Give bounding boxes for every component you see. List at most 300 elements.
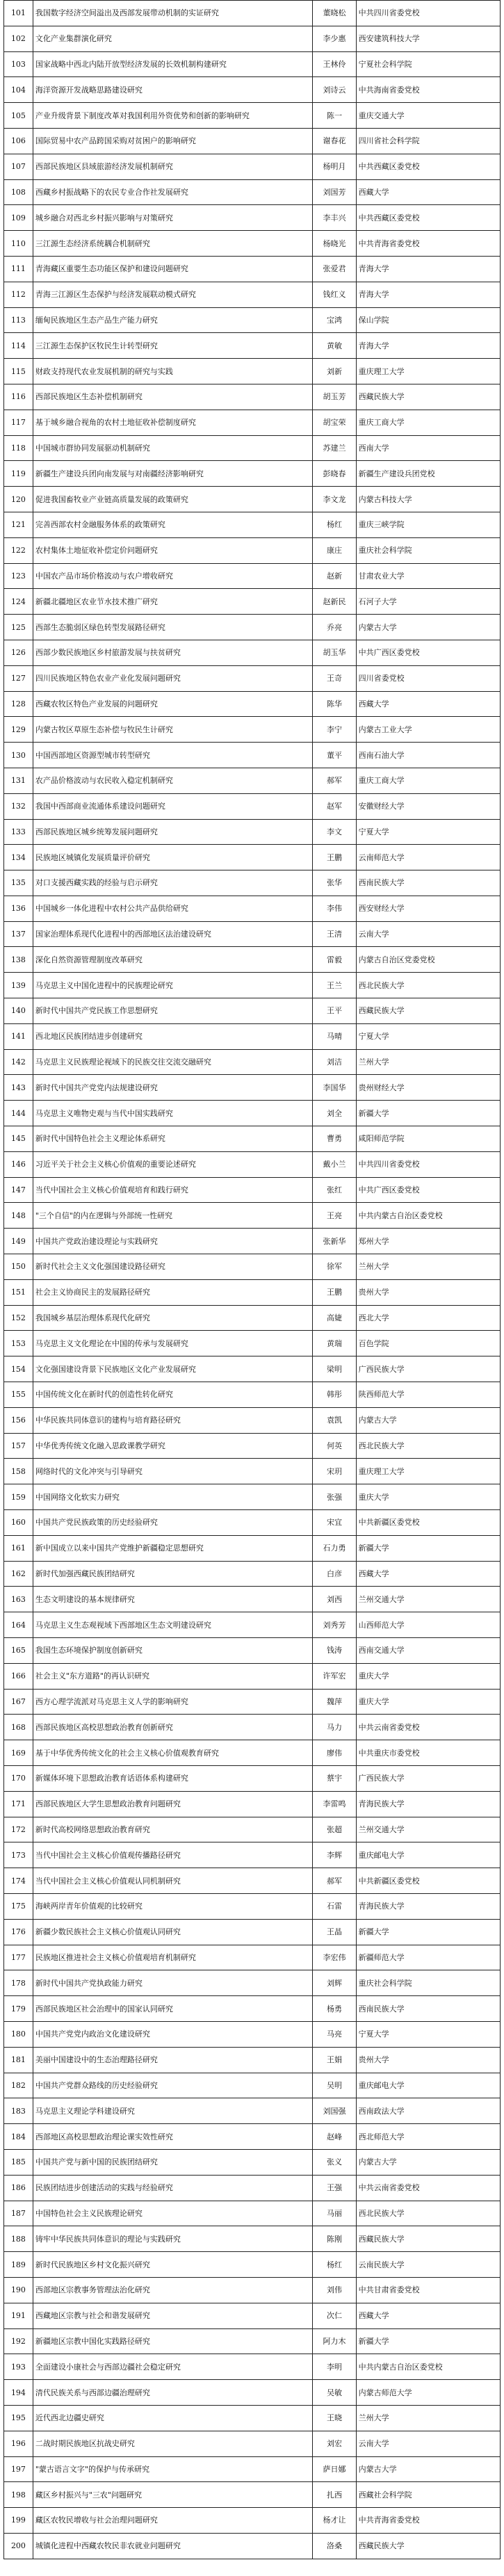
project-title: 中华民族共同体意识的建构与培育路径研究	[33, 1407, 312, 1433]
table-row	[4, 1229, 501, 1254]
row-number: 122	[4, 537, 33, 563]
institution: 云南师范大学	[356, 845, 500, 870]
row-number: 199	[4, 2508, 33, 2534]
project-title: 基于中华优秀传统文化的社会主义核心价值观教育研究	[33, 1740, 312, 1766]
institution: 内蒙古大学	[356, 2149, 500, 2175]
principal-investigator: 王晶	[313, 1919, 356, 1945]
row-number: 163	[4, 1587, 33, 1612]
project-title: 促进我国畜牧业产业链高质量发展的政策研究	[33, 487, 312, 512]
principal-investigator: 李伟	[313, 896, 356, 921]
institution: 四川省社会科学院	[356, 128, 500, 154]
table-row	[4, 1791, 501, 1817]
project-title: 中国农产品市场价格波动与农户增收研究	[33, 563, 312, 589]
table-row	[4, 896, 501, 921]
institution: 甘肃农业大学	[356, 563, 500, 589]
project-title: 新中国成立以来中国共产党维护新疆稳定思想研究	[33, 1535, 312, 1561]
principal-investigator: 阿力木	[313, 2328, 356, 2354]
row-number: 196	[4, 2431, 33, 2456]
institution: 中共云南省委党校	[356, 2175, 500, 2201]
row-number: 145	[4, 1126, 33, 1152]
institution: 新疆大学	[356, 1101, 500, 1126]
row-number: 103	[4, 51, 33, 77]
table-row	[4, 589, 501, 615]
project-title: 城乡融合对西北乡村振兴影响与对策研究	[33, 205, 312, 231]
institution: 咸阳师范学院	[356, 1126, 500, 1152]
table-row	[4, 2252, 501, 2278]
table-row	[4, 819, 501, 845]
institution: 宁夏社会科学院	[356, 51, 500, 77]
institution: 内蒙古大学	[356, 615, 500, 640]
principal-investigator: 张义	[313, 2149, 356, 2175]
institution: 西藏民族大学	[356, 384, 500, 410]
project-title: 新时代社会主义文化强国建设路径研究	[33, 1254, 312, 1280]
table-row	[4, 1765, 501, 1791]
row-number: 128	[4, 691, 33, 717]
institution: 重庆三峡学院	[356, 512, 500, 537]
project-title: 西部地区高校思想政治理论课实效性研究	[33, 2124, 312, 2150]
principal-investigator: 张超	[313, 1817, 356, 1842]
table-row	[4, 512, 501, 537]
project-title: 马克思主义民族理论视域下的民族交往交流交融研究	[33, 1049, 312, 1075]
table-row	[4, 1842, 501, 1868]
principal-investigator: 何英	[313, 1433, 356, 1459]
row-number: 120	[4, 487, 33, 512]
table-row	[4, 1049, 501, 1075]
institution: 中共青海省委党校	[356, 2508, 500, 2534]
principal-investigator: 郝军	[313, 1868, 356, 1894]
row-number: 177	[4, 1945, 33, 1970]
institution: 云南大学	[356, 921, 500, 947]
row-number: 197	[4, 2456, 33, 2482]
row-number: 161	[4, 1535, 33, 1561]
institution: 新疆大学	[356, 1535, 500, 1561]
institution: 重庆理工大学	[356, 1459, 500, 1484]
principal-investigator: 李雷鸣	[313, 1791, 356, 1817]
principal-investigator: 次仁	[313, 2303, 356, 2328]
principal-investigator: 李辉	[313, 1842, 356, 1868]
principal-investigator: 张爱君	[313, 256, 356, 282]
row-number: 157	[4, 1433, 33, 1459]
project-title: 中国城乡一体化进程中农村公共产品供给研究	[33, 896, 312, 921]
row-number: 173	[4, 1842, 33, 1868]
row-number: 105	[4, 103, 33, 129]
row-number: 172	[4, 1817, 33, 1842]
principal-investigator: 石雷	[313, 1893, 356, 1919]
project-title: 西部地区宗教事务管理法治化研究	[33, 2277, 312, 2303]
table-row	[4, 333, 501, 359]
row-number: 108	[4, 179, 33, 205]
project-title: 藏区乡村振兴与"三农"问题研究	[33, 2482, 312, 2508]
table-row	[4, 1126, 501, 1152]
principal-investigator: 袁凯	[313, 1407, 356, 1433]
institution: 宁夏大学	[356, 2021, 500, 2047]
row-number: 123	[4, 563, 33, 589]
table-row	[4, 154, 501, 179]
table-row	[4, 2533, 501, 2559]
principal-investigator: 曹勇	[313, 1126, 356, 1152]
row-number: 118	[4, 435, 33, 461]
project-title: 西部少数民族地区乡村旅游发展与扶贫研究	[33, 640, 312, 665]
principal-investigator: 刘洁	[313, 1049, 356, 1075]
project-title: 中国城市群协同发展驱动机制研究	[33, 435, 312, 461]
project-title: 美丽中国建设中的生态治理路径研究	[33, 2047, 312, 2073]
row-number: 132	[4, 793, 33, 819]
institution: 内蒙古科技大学	[356, 487, 500, 512]
project-title: 内蒙古牧区草原生态补偿与牧民生计研究	[33, 717, 312, 743]
principal-investigator: 乔亮	[313, 615, 356, 640]
project-title: 网络时代的文化冲突与引导研究	[33, 1459, 312, 1484]
project-title: 新时代中国共产党党内法规建设研究	[33, 1075, 312, 1101]
project-title: 新时代高校网络思想政治教育研究	[33, 1817, 312, 1842]
row-number: 140	[4, 998, 33, 1024]
row-number: 174	[4, 1868, 33, 1894]
principal-investigator: 徐军	[313, 1254, 356, 1280]
institution: 重庆工商大学	[356, 410, 500, 435]
project-title: 新时代民族地区乡村文化振兴研究	[33, 2252, 312, 2278]
row-number: 155	[4, 1382, 33, 1408]
table-row	[4, 410, 501, 435]
project-title: 中国共产党党内政治文化建设研究	[33, 2021, 312, 2047]
project-title: 四川民族地区特色农业产业化发展问题研究	[33, 665, 312, 691]
table-row	[4, 2303, 501, 2328]
principal-investigator: 胡宝荣	[313, 410, 356, 435]
row-number: 176	[4, 1919, 33, 1945]
table-row	[4, 1382, 501, 1408]
table-row	[4, 231, 501, 257]
table-row	[4, 2431, 501, 2456]
table-row	[4, 1535, 501, 1561]
table-row	[4, 1331, 501, 1356]
table-row	[4, 1433, 501, 1459]
table-row	[4, 1919, 501, 1945]
table-row	[4, 1254, 501, 1280]
row-number: 109	[4, 205, 33, 231]
institution: 青海大学	[356, 256, 500, 282]
principal-investigator: 杨才让	[313, 2508, 356, 2534]
table-row	[4, 1996, 501, 2022]
row-number: 162	[4, 1561, 33, 1587]
institution: 重庆社会科学院	[356, 537, 500, 563]
table-row	[4, 1817, 501, 1842]
project-title: 三江源生态保护区牧民生计转型研究	[33, 333, 312, 359]
institution: 青海大学	[356, 333, 500, 359]
row-number: 124	[4, 589, 33, 615]
principal-investigator: 刘宏	[313, 2431, 356, 2456]
principal-investigator: 郝军	[313, 768, 356, 793]
row-number: 129	[4, 717, 33, 743]
project-title: 缅甸民族地区生态产品生产能力研究	[33, 307, 312, 333]
row-number: 141	[4, 1023, 33, 1049]
row-number: 121	[4, 512, 33, 537]
project-title: 我国生态环境保护制度创新研究	[33, 1638, 312, 1664]
institution: 中共重庆市委党校	[356, 1740, 500, 1766]
row-number: 185	[4, 2149, 33, 2175]
project-title: 二战时期民族地区抗战史研究	[33, 2431, 312, 2456]
table-row	[4, 2175, 501, 2201]
institution: 新疆生产建设兵团党校	[356, 461, 500, 487]
row-number: 195	[4, 2405, 33, 2431]
institution: 保山学院	[356, 307, 500, 333]
project-title: 西部民族地区高校思想政治教育创新研究	[33, 1715, 312, 1740]
row-number: 106	[4, 128, 33, 154]
project-title: 马克思主义理论学科建设研究	[33, 2098, 312, 2124]
project-title: 民族团结进步创建活动的实践与经验研究	[33, 2175, 312, 2201]
table-row	[4, 2047, 501, 2073]
project-title: 清代民族关系与西部边疆治理研究	[33, 2380, 312, 2406]
institution: 郑州大学	[356, 1229, 500, 1254]
project-title: 铸牢中华民族共同体意识的理论与实践研究	[33, 2226, 312, 2252]
institution: 西藏大学	[356, 179, 500, 205]
row-number: 144	[4, 1101, 33, 1126]
principal-investigator: 王林伶	[313, 51, 356, 77]
project-title: 民族地区城镇化发展质量评价研究	[33, 845, 312, 870]
table-row	[4, 691, 501, 717]
table-row	[4, 51, 501, 77]
principal-investigator: 张红	[313, 1177, 356, 1203]
row-number: 178	[4, 1970, 33, 1996]
project-title: 文化强国建设背景下民族地区文化产业发展研究	[33, 1356, 312, 1382]
principal-investigator: 谢春花	[313, 128, 356, 154]
row-number: 114	[4, 333, 33, 359]
principal-investigator: 黄敏	[313, 333, 356, 359]
project-title: 民族地区推进社会主义核心价值观培育机制研究	[33, 1945, 312, 1970]
institution: 中共海南省委党校	[356, 77, 500, 103]
institution: 云南大学	[356, 2431, 500, 2456]
row-number: 171	[4, 1791, 33, 1817]
table-row	[4, 2354, 501, 2380]
institution: 西藏民族大学	[356, 998, 500, 1024]
project-title: 西北地区民族团结进步创建研究	[33, 1023, 312, 1049]
institution: 中共四川省委党校	[356, 1, 500, 26]
row-number: 153	[4, 1331, 33, 1356]
principal-investigator: 刘辉	[313, 1970, 356, 1996]
institution: 贵州大学	[356, 2047, 500, 2073]
institution: 宁夏大学	[356, 819, 500, 845]
project-title: 新时代加强西藏民族团结研究	[33, 1561, 312, 1587]
institution: 西安财经大学	[356, 896, 500, 921]
project-title: 马克思主义文化理论在中国的传承与发展研究	[33, 1331, 312, 1356]
row-number: 113	[4, 307, 33, 333]
principal-investigator: 李明	[313, 2354, 356, 2380]
institution: 内蒙古大学	[356, 1407, 500, 1433]
project-title: 完善西部农村金融服务体系的政策研究	[33, 512, 312, 537]
institution: 中共西藏区委党校	[356, 154, 500, 179]
principal-investigator: 刘全	[313, 1101, 356, 1126]
institution: 中共新疆区委党校	[356, 1868, 500, 1894]
table-row	[4, 2073, 501, 2098]
table-row	[4, 1407, 501, 1433]
project-title: 近代西北边疆史研究	[33, 2405, 312, 2431]
table-row	[4, 1, 501, 26]
row-number: 198	[4, 2482, 33, 2508]
table-row	[4, 1151, 501, 1177]
institution: 兰州交通大学	[356, 1587, 500, 1612]
principal-investigator: 王娟	[313, 2047, 356, 2073]
row-number: 136	[4, 896, 33, 921]
row-number: 154	[4, 1356, 33, 1382]
institution: 西南政法大学	[356, 2098, 500, 2124]
principal-investigator: 陈一	[313, 103, 356, 129]
principal-investigator: 李宁	[313, 717, 356, 743]
institution: 中共甘肃省委党校	[356, 2277, 500, 2303]
institution: 西藏民族大学	[356, 2533, 500, 2559]
principal-investigator: 吴明	[313, 2073, 356, 2098]
project-title: 新疆少数民族社会主义核心价值观认同研究	[33, 1919, 312, 1945]
project-title: 中国共产党群众路线的历史经验研究	[33, 2073, 312, 2098]
project-title: 当代中国社会主义核心价值观认同机制研究	[33, 1868, 312, 1894]
project-title: 马克思主义生态观视域下西部地区生态文明建设研究	[33, 1612, 312, 1638]
table-row	[4, 2201, 501, 2226]
row-number: 200	[4, 2533, 33, 2559]
principal-investigator: 萨日娜	[313, 2456, 356, 2482]
project-title: 我国城乡基层治理体系现代化研究	[33, 1305, 312, 1331]
project-title: 新疆北疆地区农业节水技术推广研究	[33, 589, 312, 615]
row-number: 131	[4, 768, 33, 793]
institution: 四川省委党校	[356, 665, 500, 691]
row-number: 117	[4, 410, 33, 435]
row-number: 133	[4, 819, 33, 845]
table-row	[4, 1715, 501, 1740]
project-title: 西藏农牧区特色产业发展的问题研究	[33, 691, 312, 717]
institution: 西安建筑科技大学	[356, 26, 500, 51]
institution: 中共内蒙古自治区委党校	[356, 2354, 500, 2380]
principal-investigator: 王亮	[313, 1203, 356, 1229]
row-number: 192	[4, 2328, 33, 2354]
project-title: 中国西部地区资源型城市转型研究	[33, 743, 312, 768]
principal-investigator: 张华	[313, 870, 356, 896]
project-title: 中国网络文化软实力研究	[33, 1484, 312, 1510]
principal-investigator: 刘秀芳	[313, 1612, 356, 1638]
row-number: 150	[4, 1254, 33, 1280]
project-title: 社会主义协商民主的发展路径研究	[33, 1279, 312, 1305]
project-title: "蒙古语言文字"的保护与传承研究	[33, 2456, 312, 2482]
project-title: 三江源生态经济系统耦合机制研究	[33, 231, 312, 257]
project-title: 基于城乡融合视角的农村土地征收补偿制度研究	[33, 410, 312, 435]
table-row	[4, 461, 501, 487]
table-row	[4, 1305, 501, 1331]
institution: 中共云南省委党校	[356, 1715, 500, 1740]
row-number: 110	[4, 231, 33, 257]
institution: 石河子大学	[356, 589, 500, 615]
row-number: 137	[4, 921, 33, 947]
table-row	[4, 947, 501, 973]
table-row	[4, 1612, 501, 1638]
row-number: 142	[4, 1049, 33, 1075]
principal-investigator: 杨红	[313, 2252, 356, 2278]
project-title: 新时代中国共产党执政能力研究	[33, 1970, 312, 1996]
table-row	[4, 2508, 501, 2534]
principal-investigator: 石力勇	[313, 1535, 356, 1561]
row-number: 127	[4, 665, 33, 691]
project-title: 当代中国社会主义核心价值观培育和践行研究	[33, 1177, 312, 1203]
principal-investigator: 赵军	[313, 793, 356, 819]
table-row	[4, 1459, 501, 1484]
project-title: 习近平关于社会主义核心价值观的重要论述研究	[33, 1151, 312, 1177]
project-title: "三个自信"的内在逻辑与外部统一性研究	[33, 1203, 312, 1229]
row-number: 139	[4, 973, 33, 998]
principal-investigator: 李国华	[313, 1075, 356, 1101]
row-number: 180	[4, 2021, 33, 2047]
row-number: 182	[4, 2073, 33, 2098]
institution: 中共四川省委党校	[356, 1151, 500, 1177]
principal-investigator: 董平	[313, 743, 356, 768]
institution: 中共青海省委党校	[356, 231, 500, 257]
institution: 贵州财经大学	[356, 1075, 500, 1101]
table-row	[4, 2021, 501, 2047]
project-title: 我国数字经济空间溢出及西部发展带动机制的实证研究	[33, 1, 312, 26]
table-row	[4, 487, 501, 512]
principal-investigator: 高婕	[313, 1305, 356, 1331]
row-number: 175	[4, 1893, 33, 1919]
row-number: 156	[4, 1407, 33, 1433]
table-row	[4, 1587, 501, 1612]
row-number: 164	[4, 1612, 33, 1638]
institution: 重庆大学	[356, 1663, 500, 1689]
institution: 西北民族大学	[356, 2201, 500, 2226]
institution: 西南大学	[356, 435, 500, 461]
institution: 重庆交通大学	[356, 103, 500, 129]
institution: 中共广西区委党校	[356, 1177, 500, 1203]
project-title: 农村集体土地征收补偿定价问题研究	[33, 537, 312, 563]
principal-investigator: 陈华	[313, 691, 356, 717]
project-title: 西部民族地区生态补偿机制研究	[33, 384, 312, 410]
institution: 新疆大学	[356, 1919, 500, 1945]
row-number: 126	[4, 640, 33, 665]
institution: 重庆邮电大学	[356, 2073, 500, 2098]
principal-investigator: 雷毅	[313, 947, 356, 973]
table-row	[4, 1203, 501, 1229]
table-row	[4, 179, 501, 205]
institution: 西南石油大学	[356, 743, 500, 768]
principal-investigator: 李丰兴	[313, 205, 356, 231]
principal-investigator: 许军宏	[313, 1663, 356, 1689]
table-row	[4, 537, 501, 563]
project-title: 青海藏区重要生态功能区保护和建设问题研究	[33, 256, 312, 282]
table-row	[4, 26, 501, 51]
principal-investigator: 梁明	[313, 1356, 356, 1382]
table-row	[4, 793, 501, 819]
institution: 中共广西区委党校	[356, 640, 500, 665]
principal-investigator: 马力	[313, 1715, 356, 1740]
row-number: 179	[4, 1996, 33, 2022]
project-title: 藏区农牧民增收与社会治理问题研究	[33, 2508, 312, 2534]
project-title: 海洋资源开发战略思路建设研究	[33, 77, 312, 103]
project-title: 马克思主义唯物史观与当代中国实践研究	[33, 1101, 312, 1126]
row-number: 111	[4, 256, 33, 282]
institution: 西南民族大学	[356, 1996, 500, 2022]
project-title: 西部生态脆弱区绿色转型发展路径研究	[33, 615, 312, 640]
principal-investigator: 钱涛	[313, 1638, 356, 1664]
institution: 兰州大学	[356, 1254, 500, 1280]
institution: 重庆社会科学院	[356, 1970, 500, 1996]
table-row	[4, 256, 501, 282]
institution: 贵州大学	[356, 1279, 500, 1305]
table-row	[4, 1023, 501, 1049]
institution: 宁夏大学	[356, 1023, 500, 1049]
principal-investigator: 宋宜	[313, 1510, 356, 1536]
principal-investigator: 白彦	[313, 1561, 356, 1587]
project-title: 新媒体环境下思想政治教育话语体系构建研究	[33, 1765, 312, 1791]
institution: 重庆大学	[356, 1689, 500, 1715]
table-row	[4, 640, 501, 665]
principal-investigator: 王晓	[313, 2405, 356, 2431]
row-number: 119	[4, 461, 33, 487]
row-number: 158	[4, 1459, 33, 1484]
institution: 重庆邮电大学	[356, 1842, 500, 1868]
principal-investigator: 陈刚	[313, 2226, 356, 2252]
principal-investigator: 马亮	[313, 2021, 356, 2047]
institution: 内蒙古工业大学	[356, 717, 500, 743]
